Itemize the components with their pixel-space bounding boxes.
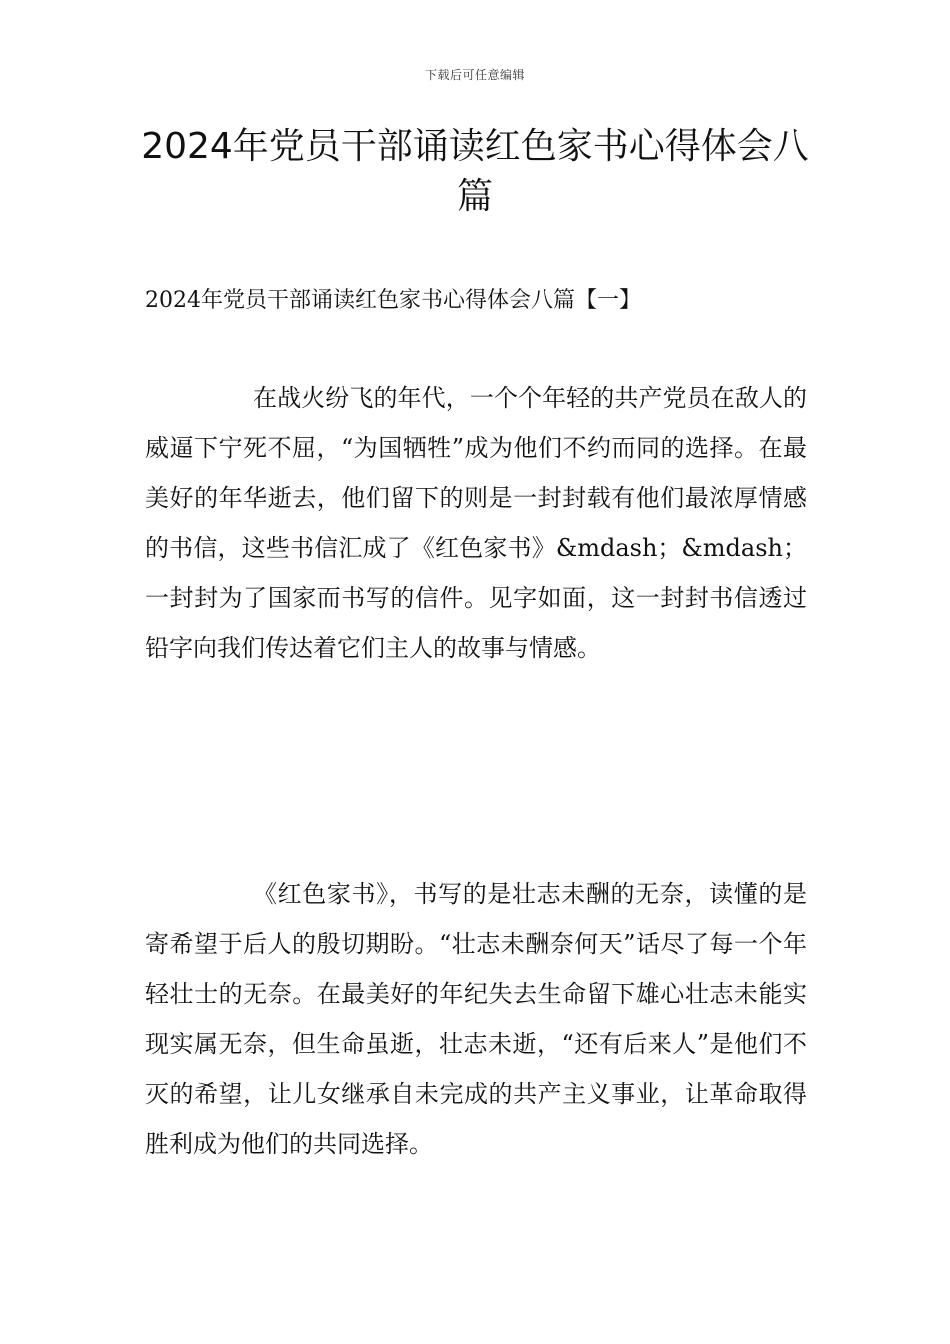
document-title: 2024年党员干部诵读红色家书心得体会八篇 — [141, 126, 809, 217]
paragraph-1: 在战火纷飞的年代，一个个年轻的共产党员在敌人的威逼下宁死不屈，“为国牺牲”成为他们不约而同的选择。在最美好的年华逝去，他们留下的则是一封封载有他们最浓厚情感的书信，这些书信汇成了《红色家书》&mdash；&mdash；一封封为了国家而书写的信件。见字如面，这一封封书信透过铅字向我们传达着它们主人的故事与情感。 — [145, 384, 807, 662]
section-heading: 2024年党员干部诵读红色家书心得体会八篇【一】 — [145, 288, 641, 313]
header-note: 下载后可任意编辑 — [424, 68, 525, 82]
paragraph-2: 《红色家书》，书写的是壮志未酬的无奈，读懂的是寄希望于后人的殷切期盼。“壮志未酬奈何天”话尽了每一个年轻壮士的无奈。在最美好的年纪失去生命留下雄心壮志未能实现实属无奈，但生命虽逝，壮志未逝，“还有后来人”是他们不灭的希望，让儿女继承自未完成的共产主义事业，让革命取得胜利成为他们的共同选择。 — [145, 880, 807, 1158]
